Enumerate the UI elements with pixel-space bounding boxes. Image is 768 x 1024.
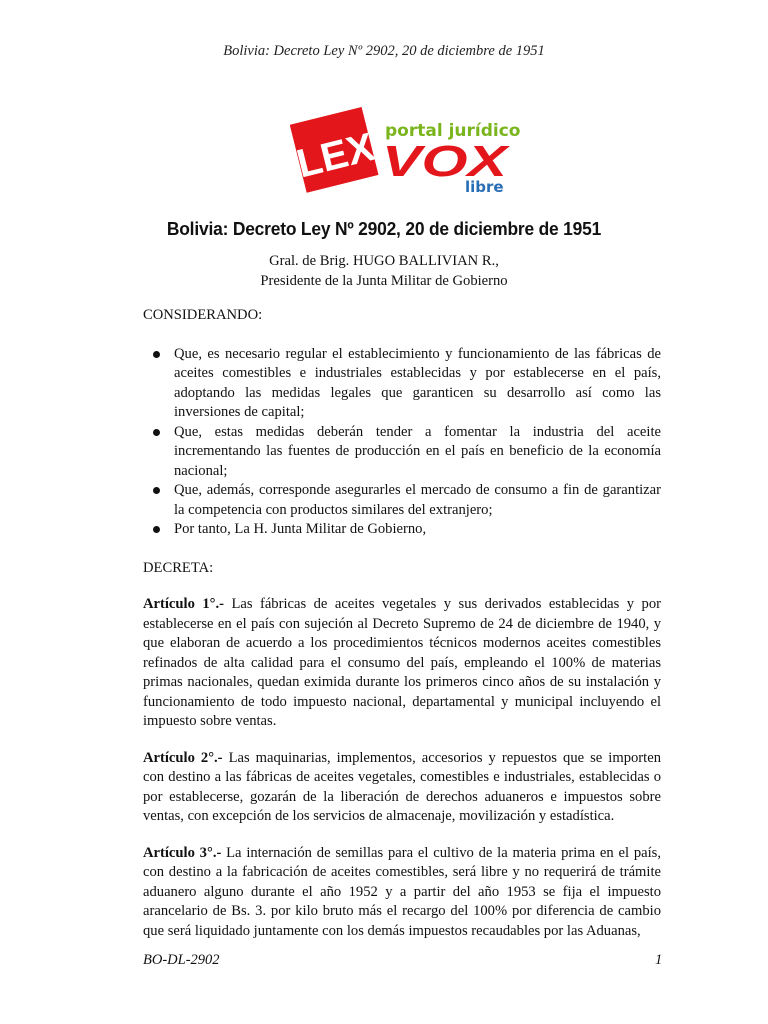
article-heading: Artículo 3°.- — [143, 844, 222, 861]
author-name: Gral. de Brig. HUGO BALLIVIAN R., — [269, 253, 499, 269]
author-block — [0, 251, 768, 291]
bullet-icon — [153, 429, 160, 436]
consideration-text: Por tanto, La H. Junta Militar de Gobierno, — [174, 521, 427, 537]
article-3 — [143, 844, 661, 942]
bullet-icon — [153, 487, 160, 494]
running-header: Bolivia: Decreto Ley Nº 2902, 20 de diciembre de 1951 — [223, 43, 545, 59]
consideration-text: Que, estas medidas deberán tender a fomentar la industria del aceite incrementando las fuentes de producción en el país en beneficio de la economía nacional; — [174, 423, 661, 479]
considerando-heading: CONSIDERANDO: — [143, 307, 263, 323]
article-text: La internación de semillas para el cultivo de la materia prima en el país, con destino a la fabricación de aceites comestibles, será libre y no requerirá de trámite aduanero alguno durante el año 1952 y a partir del año 1953 se fija el impuesto arancelario de Bs. 3. por kilo bruto más el recargo del 100% por diferencia de cambio que será liquidado juntamente con los demás impuestos recaudables por las Aduanas, — [143, 844, 661, 939]
logo-vox-text: VOX — [382, 137, 511, 186]
article-heading: Artículo 2°.- — [143, 749, 223, 766]
list-item — [143, 423, 661, 482]
article-1 — [143, 595, 661, 732]
article-text: Las maquinarias, implementos, accesorios y repuestos que se importen con destino a las fábricas de aceites vegetales, comestibles e industriales, establecidas o por establecerse, gozarán de la liberación de derechos aduaneros e impuestos sobre ventas, con excepción de los servicios de almacenaje, movilización y estadística. — [143, 749, 661, 824]
lexivox-logo — [290, 106, 520, 198]
page-number: 1 — [655, 952, 663, 968]
bullet-icon — [153, 526, 160, 533]
article-heading: Artículo 1°.- — [143, 596, 224, 612]
bullet-icon — [153, 351, 160, 358]
decreta-heading: DECRETA: — [143, 559, 214, 576]
logo-portal-text: portal jurídico — [385, 121, 520, 141]
consideration-text: Que, además, corresponde asegurarles el mercado de consumo a fin de garantizar la competencia con productos similares del extranjero; — [174, 482, 661, 518]
consideration-text: Que, es necesario regular el establecimiento y funcionamiento de las fábricas de aceites comestibles e industriales establecidas y por establecerse en el país, adoptando las medidas legales que garanticen su desarrollo así como las inversiones de capital; — [174, 345, 661, 420]
logo-lex-text: LEX — [292, 124, 379, 187]
considerations-list — [143, 345, 661, 540]
logo-libre-text: libre — [465, 178, 504, 196]
list-item — [143, 481, 661, 520]
footer-code: BO-DL-2902 — [143, 952, 220, 968]
author-role: Presidente de la Junta Militar de Gobierno — [260, 273, 508, 289]
document-body — [143, 306, 661, 958]
document-title: Bolivia: Decreto Ley Nº 2902, 20 de diciembre de 1951 — [166, 218, 602, 239]
list-item — [143, 520, 661, 540]
list-item — [143, 345, 661, 423]
article-text: Las fábricas de aceites vegetales y sus derivados establecidas y por establecerse en el país con sujeción al Decreto Supremo de 24 de diciembre de 1940, y que elaboran de acuerdo a los procedimientos técnicos modernos aceites comestibles refinados de alta calidad para el consumo del país, empleando el 100% de materias primas nacionales, quedan eximida durante los primeros cinco años de su instalación y funcionamiento de todo impuesto nacional, departamental y municipal incluyendo el impuesto sobre ventas. — [143, 596, 662, 729]
article-2 — [143, 749, 661, 827]
